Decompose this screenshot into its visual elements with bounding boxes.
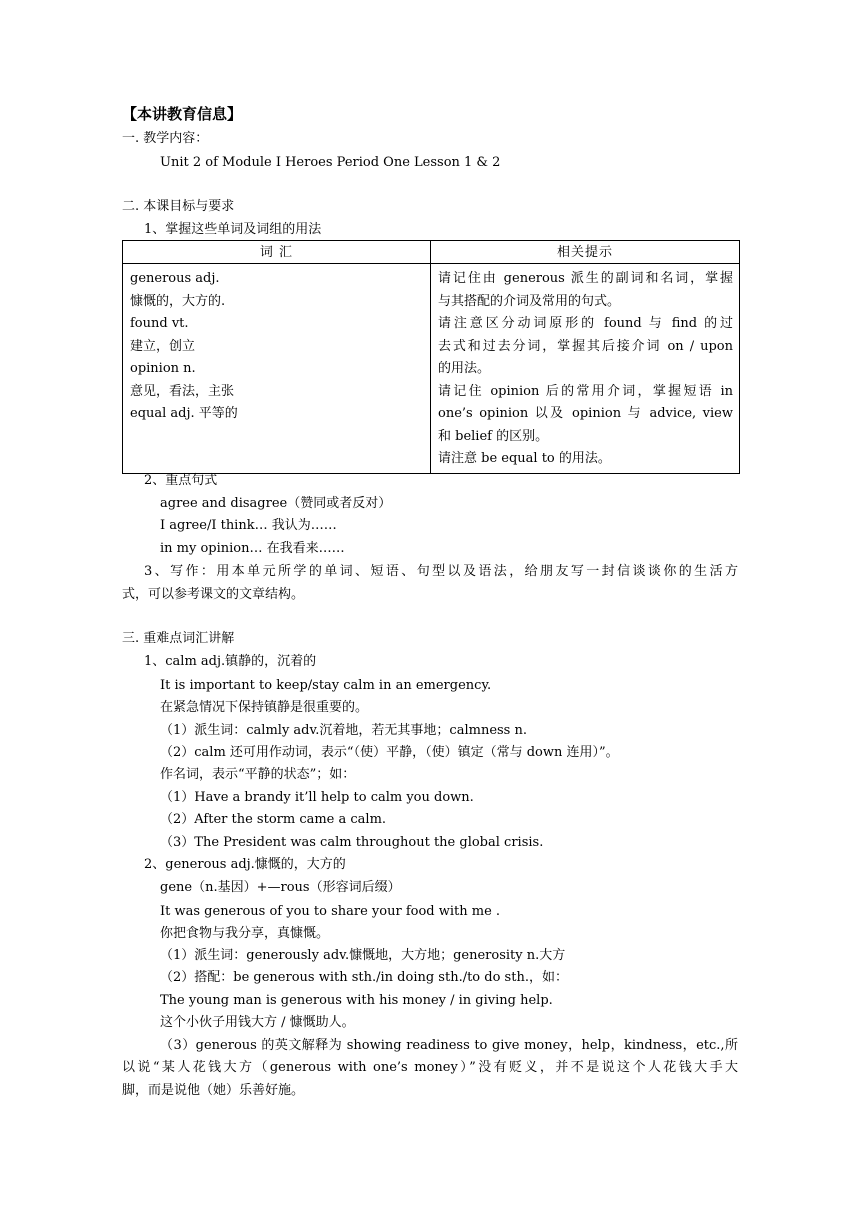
generous-paragraph-line-2: 以说“某人花钱大方（generous with one’s money）”没有贬义，并不是说这个人花钱大手大 xyxy=(122,1060,738,1075)
section-1-title: 一. 教学内容： xyxy=(122,131,209,146)
vocab-line: equal adj. 平等的 xyxy=(130,406,238,421)
hint-cell xyxy=(431,264,740,474)
pattern-line: agree and disagree（赞同或者反对） xyxy=(160,496,392,511)
pattern-line: I agree/I think… 我认为…… xyxy=(160,518,337,533)
calm-line: 在紧急情况下保持镇静是很重要的。 xyxy=(160,700,369,715)
vocab-line: opinion n. xyxy=(130,361,196,376)
table-header-hints: 相关提示 xyxy=(431,241,740,264)
hint-line: 请记住 opinion 后的常用介词，掌握短语 in xyxy=(438,383,733,399)
calm-line: （1）派生词：calmly adv.沉着地，若无其事地；calmness n. xyxy=(160,723,527,738)
pattern-line: in my opinion… 在我看来…… xyxy=(160,541,345,556)
section-3-title: 三. 重难点词汇讲解 xyxy=(122,631,235,646)
section-2-title: 二. 本课目标与要求 xyxy=(122,199,235,214)
calm-heading: 1、calm adj.镇静的，沉着的 xyxy=(144,654,317,669)
hint-line: 与其搭配的介词及常用的句式。 xyxy=(438,293,621,309)
generous-line: gene（n.基因）+—rous（形容词后缀） xyxy=(160,880,401,895)
hint-line: one’s opinion 以及 opinion 与 advice, view xyxy=(438,406,733,421)
generous-line: 这个小伙子用钱大方 / 慷慨助人。 xyxy=(160,1015,355,1030)
calm-line: （3）The President was calm throughout the global crisis. xyxy=(160,835,544,850)
hint-line: 请注意区分动词原形的 found 与 find 的过 xyxy=(438,316,733,331)
section-2-sub2: 2、重点句式 xyxy=(144,473,218,488)
calm-line: （2）calm 还可用作动词，表示“（使）平静，（使）镇定（常与 down 连用）”。 xyxy=(160,745,619,760)
calm-line: 作名词，表示“平静的状态”；如： xyxy=(160,767,356,782)
calm-line: （1）Have a brandy it’ll help to calm you down. xyxy=(160,790,474,805)
vocab-line: found vt. xyxy=(130,316,189,331)
vocabulary-table xyxy=(122,240,740,474)
section-1-content: Unit 2 of Module I Heroes Period One Lesson 1 & 2 xyxy=(160,155,501,170)
table-header-row xyxy=(123,241,740,264)
hint-line: 的用法。 xyxy=(438,361,491,376)
hint-line: 请注意 be equal to 的用法。 xyxy=(438,451,611,466)
writing-task-line-1: 3、写作：用本单元所学的单词、短语、句型以及语法，给朋友写一封信谈谈你的生活方 xyxy=(144,564,738,579)
generous-line: It was generous of you to share your food with me . xyxy=(160,904,501,919)
writing-task-line-2: 式，可以参考课文的文章结构。 xyxy=(122,587,305,602)
table-header-vocab: 词 汇 xyxy=(123,241,431,264)
generous-line: （2）搭配：be generous with sth./in doing sth./to do sth.，如： xyxy=(160,970,568,985)
generous-heading: 2、generous adj.慷慨的，大方的 xyxy=(144,857,346,872)
vocab-line: 慷慨的，大方的. xyxy=(130,293,226,309)
lesson-heading: 【本讲教育信息】 xyxy=(122,105,243,123)
vocab-line: 建立，创立 xyxy=(130,338,196,354)
hint-line: 请记住由 generous 派生的副词和名词，掌握 xyxy=(438,271,733,286)
hint-line: 去式和过去分词，掌握其后接介词 on / upon xyxy=(438,338,733,354)
vocab-cell xyxy=(123,264,431,474)
vocab-line: 意见，看法，主张 xyxy=(130,383,235,399)
calm-line: （2）After the storm came a calm. xyxy=(160,812,387,827)
vocab-line: generous adj. xyxy=(130,271,220,286)
generous-line: （1）派生词：generously adv.慷慨地，大方地；generosity n.大方 xyxy=(160,948,566,963)
generous-line: 你把食物与我分享，真慷慨。 xyxy=(160,926,330,941)
hint-line: 和 belief 的区别。 xyxy=(438,428,549,444)
generous-paragraph-line-1: （3）generous 的英文解释为 showing readiness to give money，help，kindness，etc.,所 xyxy=(160,1038,738,1053)
calm-line: It is important to keep/stay calm in an emergency. xyxy=(160,678,492,693)
generous-line: The young man is generous with his money / in giving help. xyxy=(160,993,553,1008)
table-row xyxy=(123,264,740,474)
section-2-sub1: 1、掌握这些单词及词组的用法 xyxy=(144,222,322,237)
generous-paragraph-line-3: 脚，而是说他（她）乐善好施。 xyxy=(122,1083,305,1098)
